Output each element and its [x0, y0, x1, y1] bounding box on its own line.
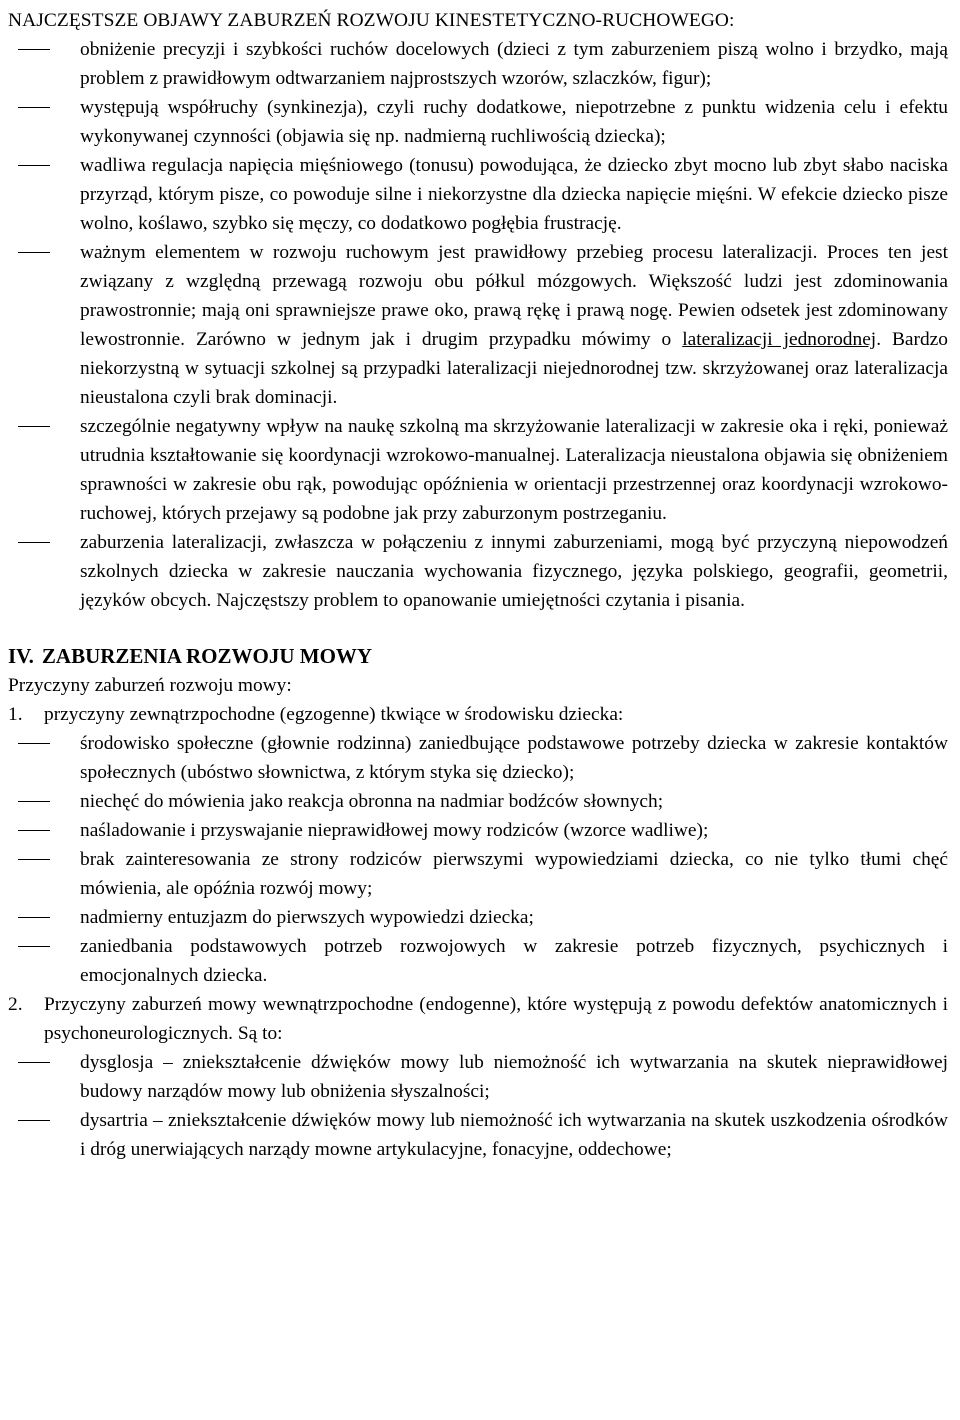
symptoms-heading: NAJCZĘSTSZE OBJAWY ZABURZEŃ ROZWOJU KINESTETYCZNO-RUCHOWEGO: [8, 10, 735, 31]
cause-list [8, 1048, 948, 1164]
list-item: szczególnie negatywny wpływ na naukę szkolną ma skrzyżowanie lateralizacji w zakresie oka i ręki, ponieważ utrudnia kształtowanie się koordynacji wzrokowo-manualnej. Lateralizacja nieustalona objawia się obniżeniem sprawności w zakresie obu rąk, powodując opóźnienia w orientacji przestrzennej oraz koordynacji wzrokowo-ruchowej, których przejawy są podobne jak przy zaburzonym postrzeganiu. [8, 412, 948, 528]
list-item-text: . Bardzo niekorzystną w sytuacji szkolnej są przypadki lateralizacji niejednorodnej tzw. skrzyżowanej oraz lateralizacja nieustalona czyli brak dominacji. [80, 329, 948, 408]
section-heading [8, 641, 948, 671]
symptoms-list [8, 35, 948, 615]
list-item: niechęć do mówienia jako reakcja obronna na nadmiar bodźców słownych; [8, 787, 948, 816]
list-item: brak zainteresowania ze strony rodziców pierwszymi wypowiedziami dziecka, co nie tylko tłumi chęć mówienia, ale opóźnia rozwój mowy; [8, 845, 948, 903]
list-item: wadliwa regulacja napięcia mięśniowego (tonusu) powodująca, że dziecko zbyt mocno lub zbyt słabo naciska przyrząd, którym pisze, co powoduje silne i niekorzystne dla dziecka napięcie mięśni. W efekcie dziecko pisze wolno, koślawo, szybko się męczy, co dodatkowo pogłębia frustrację. [8, 151, 948, 238]
list-item: nadmierny entuzjazm do pierwszych wypowiedzi dziecka; [8, 903, 948, 932]
list-item: zaniedbania podstawowych potrzeb rozwojowych w zakresie potrzeb fizycznych, psychicznych i emocjonalnych dziecka. [8, 932, 948, 990]
numbered-item [8, 700, 948, 729]
item-number: 1. [8, 704, 23, 725]
item-text: Przyczyny zaburzeń mowy wewnątrzpochodne (endogenne), które występują z powodu defektów anatomicznych i psychoneurologicznych. Są to: [44, 994, 948, 1044]
list-item: obniżenie precyzji i szybkości ruchów docelowych (dzieci z tym zaburzeniem piszą wolno i brzydko, mają problem z prawidłowym odtwarzaniem najprostszych wzorów, szlaczków, figur); [8, 35, 948, 93]
list-item-text: ważnym elementem w rozwoju ruchowym jest prawidłowy przebieg procesu lateralizacji. Proces ten jest związany z względną przewagą rozwoju obu półkul mózgowych. Większość ludzi jest zdominowania prawostronnie; mają oni sprawniejsze prawe oko, prawą rękę i prawą nogę. Pewien odsetek jest zdominowany lewostronnie. Zarówno w jednym jak i drugim przypadku mówimy o [80, 242, 948, 350]
list-item: zaburzenia lateralizacji, zwłaszcza w połączeniu z innymi zaburzeniami, mogą być przyczyną niepowodzeń szkolnych dziecka w zakresie nauczania wychowania fizycznego, języka polskiego, geografii, geometrii, języków obcych. Najczęstszy problem to opanowanie umiejętności czytania i pisania. [8, 528, 948, 615]
cause-list [8, 729, 948, 990]
numbered-item [8, 990, 948, 1048]
list-item: dysartria – zniekształcenie dźwięków mowy lub niemożność ich wytwarzania na skutek uszkodzenia ośrodków i dróg unerwiających narządy mowne artykulacyjne, fonacyjne, oddechowe; [8, 1106, 948, 1164]
list-item [8, 238, 948, 412]
list-item: środowisko społeczne (głownie rodzinna) zaniedbujące podstawowe potrzeby dziecka w zakresie kontaktów społecznych (ubóstwo słownictwa, z którym styka się dziecko); [8, 729, 948, 787]
list-item: dysglosja – zniekształcenie dźwięków mowy lub niemożność ich wytwarzania na skutek nieprawidłowej budowy narządów mowy lub obniżenia słyszalności; [8, 1048, 948, 1106]
section-intro: Przyczyny zaburzeń rozwoju mowy: [8, 675, 292, 696]
underlined-term: lateralizacji jednorodnej [682, 329, 877, 350]
section-number: IV. [8, 644, 34, 668]
item-text: przyczyny zewnątrzpochodne (egzogenne) tkwiące w środowisku dziecka: [44, 704, 624, 725]
list-item: naśladowanie i przyswajanie nieprawidłowej mowy rodziców (wzorce wadliwe); [8, 816, 948, 845]
item-number: 2. [8, 994, 23, 1015]
section-title: ZABURZENIA ROZWOJU MOWY [41, 644, 373, 668]
list-item: występują współruchy (synkinezja), czyli ruchy dodatkowe, niepotrzebne z punktu widzenia celu i efektu wykonywanej czynności (objawia się np. nadmierną ruchliwością dziecka); [8, 93, 948, 151]
